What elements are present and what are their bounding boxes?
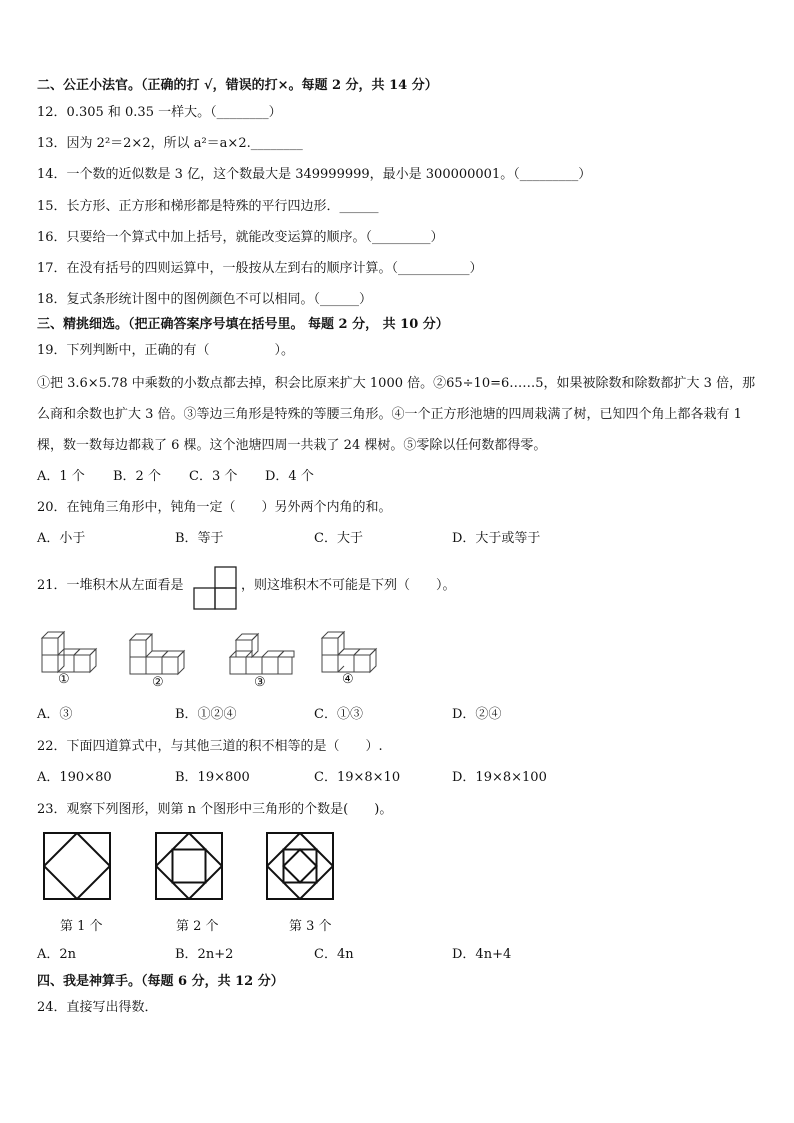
question-24: 24．直接写出得数． (37, 1000, 158, 1015)
square-pattern-figure-3 (266, 832, 334, 900)
block-figure-1-label: ① (58, 672, 70, 687)
question-19-statements: ①把 3.6×5.78 中乘数的小数点都去掉，积会比原来扩大 1000 倍。②65÷10=6……5，如果被除数和除数都扩大 3 倍，那么商和余数也扩大 3 倍。③等边三角形是特殊的等腰三角形。④一个正方形池塘的四周栽满了树，已知四个角上都各栽有 1 棵，数一数每边都栽了 6 棵。这个池塘四周一共栽了 24 棵树。⑤零除以任何数都得零。 (37, 376, 756, 453)
square-pattern-label-1: 第 1 个 (60, 919, 103, 934)
q21-option-c: C．①③ (314, 707, 363, 722)
q23-option-a: A．2n (37, 947, 77, 962)
q19-option-c: C．3 个 (189, 469, 238, 484)
q19-option-a: A．1 个 (37, 469, 85, 484)
question-21-stem-end: ，则这堆积木不可能是下列（ ）。 (241, 578, 456, 593)
question-22-stem: 22．下面四道算式中，与其他三道的积不相等的是（ ）. (37, 739, 383, 754)
q23-option-b: B．2n+2 (175, 947, 234, 962)
question-16: 16．只要给一个算式中加上括号，就能改变运算的顺序。（_________） (37, 230, 444, 245)
square-pattern-label-3: 第 3 个 (289, 919, 332, 934)
q19-option-b: B．2 个 (113, 469, 161, 484)
q19-option-d: D．4 个 (265, 469, 314, 484)
question-14: 14．一个数的近似数是 3 亿，这个数最大是 349999999，最小是 300000001。（_________） (37, 167, 592, 182)
q23-option-c: C．4n (314, 947, 354, 962)
block-figure-1 (40, 630, 100, 690)
q22-option-a: A．190×80 (37, 770, 112, 785)
q20-option-a: A．小于 (37, 531, 86, 546)
q21-option-d: D．②④ (452, 707, 502, 722)
question-17: 17．在没有括号的四则运算中，一般按从左到右的顺序计算。（___________） (37, 261, 483, 276)
question-12: 12．0.305 和 0.35 一样大。（________） (37, 105, 282, 120)
question-19-stem: 19．下列判断中，正确的有（ ）。 (37, 343, 295, 358)
section-3-heading: 三、精挑细选。（把正确答案序号填在括号里。 每题 2 分， 共 10 分） (37, 317, 449, 332)
q23-option-d: D．4n+4 (452, 947, 512, 962)
q22-option-d: D．19×8×100 (452, 770, 547, 785)
section-2-heading: 二、公正小法官。（正确的打 √，错误的打×。每题 2 分，共 14 分） (37, 78, 438, 93)
block-figure-2-label: ② (152, 675, 164, 690)
block-figure-4-label: ④ (342, 672, 354, 687)
left-view-figure (193, 566, 239, 610)
q22-option-c: C．19×8×10 (314, 770, 401, 785)
question-18: 18．复式条形统计图中的图例颜色不可以相同。（______） (37, 292, 373, 307)
question-23-stem: 23．观察下列图形，则第 n 个图形中三角形的个数是( )。 (37, 802, 393, 817)
q20-option-b: B．等于 (175, 531, 224, 546)
square-pattern-figure-1 (43, 832, 111, 900)
square-pattern-figure-2 (155, 832, 223, 900)
q21-option-a: A．③ (37, 707, 73, 722)
question-21-stem-start: 21．一堆积木从左面看是 (37, 578, 184, 593)
section-4-heading: 四、我是神算手。（每题 6 分，共 12 分） (37, 974, 284, 989)
square-pattern-label-2: 第 2 个 (176, 919, 219, 934)
q20-option-d: D．大于或等于 (452, 531, 541, 546)
q21-option-b: B．①②④ (175, 707, 237, 722)
question-20-stem: 20．在钝角三角形中，钝角一定（ ）另外两个内角的和。 (37, 500, 392, 515)
question-13: 13．因为 2²＝2×2，所以 a²＝a×2.________ (37, 136, 303, 151)
q20-option-c: C．大于 (314, 531, 363, 546)
question-15: 15．长方形、正方形和梯形都是特殊的平行四边形．______ (37, 199, 379, 214)
q22-option-b: B．19×800 (175, 770, 250, 785)
block-figure-3-label: ③ (254, 675, 266, 690)
